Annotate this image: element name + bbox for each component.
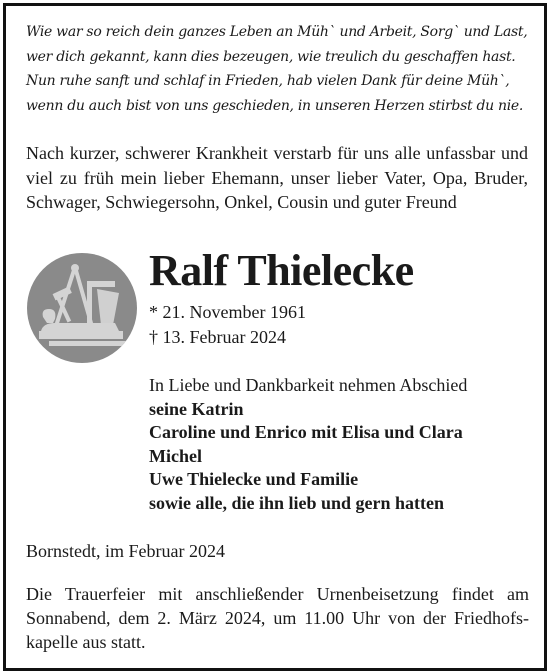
mourner-entry: Michel xyxy=(149,445,202,466)
death-announcement-text: Nach kurzer, schwerer Krankheit verstarb für uns alle unfassbar und viel zu früh mein lieber Ehemann, unser lieber Vater, Opa, Bruder, Schwager, Schwiegersohn, Onkel, Cousin und guter Freund xyxy=(26,143,528,212)
funeral-line: Die Trauerfeier mit anschließender Urnenbeisetzung findet am xyxy=(26,584,529,604)
poem-line: Wie war so reich dein ganzes Leben an Müh` und Arbeit, Sorg` und Last, xyxy=(26,24,528,40)
place-and-date: Bornstedt, im Februar 2024 xyxy=(26,541,225,561)
poem-line: wenn du auch bist von uns geschieden, in unseren Herzen stirbst du nie. xyxy=(26,97,524,114)
mourners-list xyxy=(149,374,534,515)
mourner-entry: sowie alle, die ihn lieb und gern hatten xyxy=(149,492,445,513)
deceased-name: Ralf Thielecke xyxy=(149,246,414,295)
funeral-line: kapelle aus statt. xyxy=(26,632,146,652)
birth-date: * 21. November 1961 xyxy=(149,302,306,322)
poem-line: wer dich gekannt, kann dies bezeugen, wie treulich du geschaffen hast. xyxy=(26,48,516,65)
memorial-poem xyxy=(26,20,531,118)
obituary-card xyxy=(3,3,547,671)
carpenter-tools-icon xyxy=(27,253,137,363)
life-dates xyxy=(149,300,306,350)
mourner-entry: Uwe Thielecke und Familie xyxy=(149,469,359,489)
mourner-entry: seine Katrin xyxy=(149,398,244,419)
poem-line: Nun ruhe sanft und schlaf in Frieden, hab vielen Dank für deine Müh`, xyxy=(26,73,510,89)
mourner-entry: Caroline und Enrico mit Elisa und Clara xyxy=(149,422,463,442)
funeral-line: Sonnabend, dem 2. März 2024, um 11.00 Uhr von der Friedhofs- xyxy=(26,608,529,628)
death-date: † 13. Februar 2024 xyxy=(149,327,286,347)
mourners-intro: In Liebe und Dankbarkeit nehmen Abschied xyxy=(149,375,468,395)
funeral-notice xyxy=(26,582,529,654)
